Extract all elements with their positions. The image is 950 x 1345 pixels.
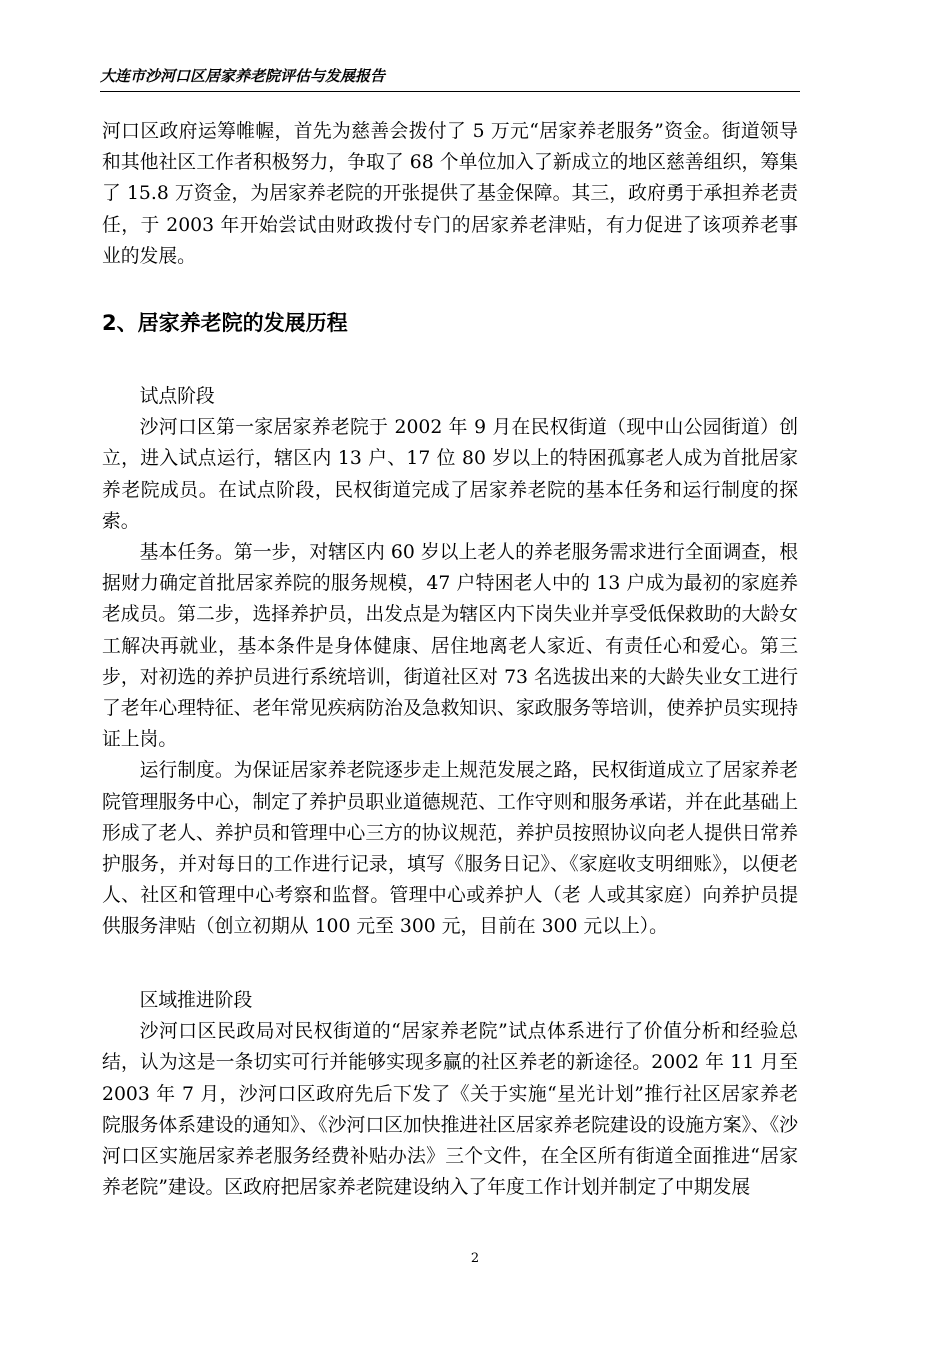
pilot-stage-heading: 试点阶段: [139, 386, 215, 407]
intro-block: [102, 116, 798, 272]
page-number: 2: [470, 1251, 480, 1266]
body-paragraph: 基本任务。第一步，对辖区内 60 岁以上老人的养老服务需求进行全面调查，根据财力确定首批居家养院的服务规模，47 户特困老人中的 13 户成为最初的家庭养老成员。第二步，选择养护员，出发点是为辖区内下岗失业并享受低保救助的大龄女工解决再就业，基本条件是身体健康、居住地离老人家近、有责任心和爱心。第三步，对初选的养护员进行系统培训，街道社区对 73 名选拔出来的大龄失业女工进行了老年心理特征、老年常见疾病防治及急救知识、家政服务等培训，使养护员实现持证上岗。: [102, 542, 798, 751]
regional-stage-block: [102, 985, 798, 1203]
body-paragraph: 沙河口区第一家居家养老院于 2002 年 9 月在民权街道（现中山公园街道）创立，进入试点运行，辖区内 13 户、17 位 80 岁以上的特困孤寡老人成为首批居家养老院成员。在试点阶段，民权街道完成了居家养老院的基本任务和运行制度的探索。: [102, 417, 798, 532]
body-paragraph: 沙河口区民政局对民权街道的“居家养老院”试点体系进行了价值分析和经验总结，认为这是一条切实可行并能够实现多赢的社区养老的新途径。2002 年 11 月至 2003 年 7 月，沙河口区政府先后下发了《关于实施“星光计划”推行社区居家养老院服务体系建设的通知》、《沙河口区加快推进社区居家养老院建设的设施方案》、《沙河口区实施居家养老服务经费补贴办法》三个文件，在全区所有街道全面推进“居家养老院”建设。区政府把居家养老院建设纳入了年度工作计划并制定了中期发展: [102, 1021, 798, 1199]
header-divider: [100, 91, 800, 92]
section-heading: 2、居家养老院的发展历程: [102, 311, 348, 335]
regional-stage-heading: 区域推进阶段: [139, 990, 253, 1011]
pilot-stage-block: [102, 381, 798, 943]
intro-paragraph: 河口区政府运筹帷幄，首先为慈善会拨付了 5 万元“居家养老服务”资金。街道领导和其他社区工作者积极努力，争取了 68 个单位加入了新成立的地区慈善组织，筹集了 15.8 万资金，为居家养老院的开张提供了基金保障。其三，政府勇于承担养老责任，于 2003 年开始尝试由财政拨付专门的居家养老津贴，有力促进了该项养老事业的发展。: [102, 121, 798, 267]
running-header: 大连市沙河口区居家养老院评估与发展报告: [100, 67, 386, 85]
body-paragraph: 运行制度。为保证居家养老院逐步走上规范发展之路，民权街道成立了居家养老院管理服务中心，制定了养护员职业道德规范、工作守则和服务承诺，并在此基础上形成了老人、养护员和管理中心三方的协议规范，养护员按照协议向老人提供日常养护服务，并对每日的工作进行记录，填写《服务日记》、《家庭收支明细账》，以便老人、社区和管理中心考察和监督。管理中心或养护人（老 人或其家庭）向养护员提供服务津贴（创立初期从 100 元至 300 元，目前在 300 元以上）。: [102, 760, 798, 938]
